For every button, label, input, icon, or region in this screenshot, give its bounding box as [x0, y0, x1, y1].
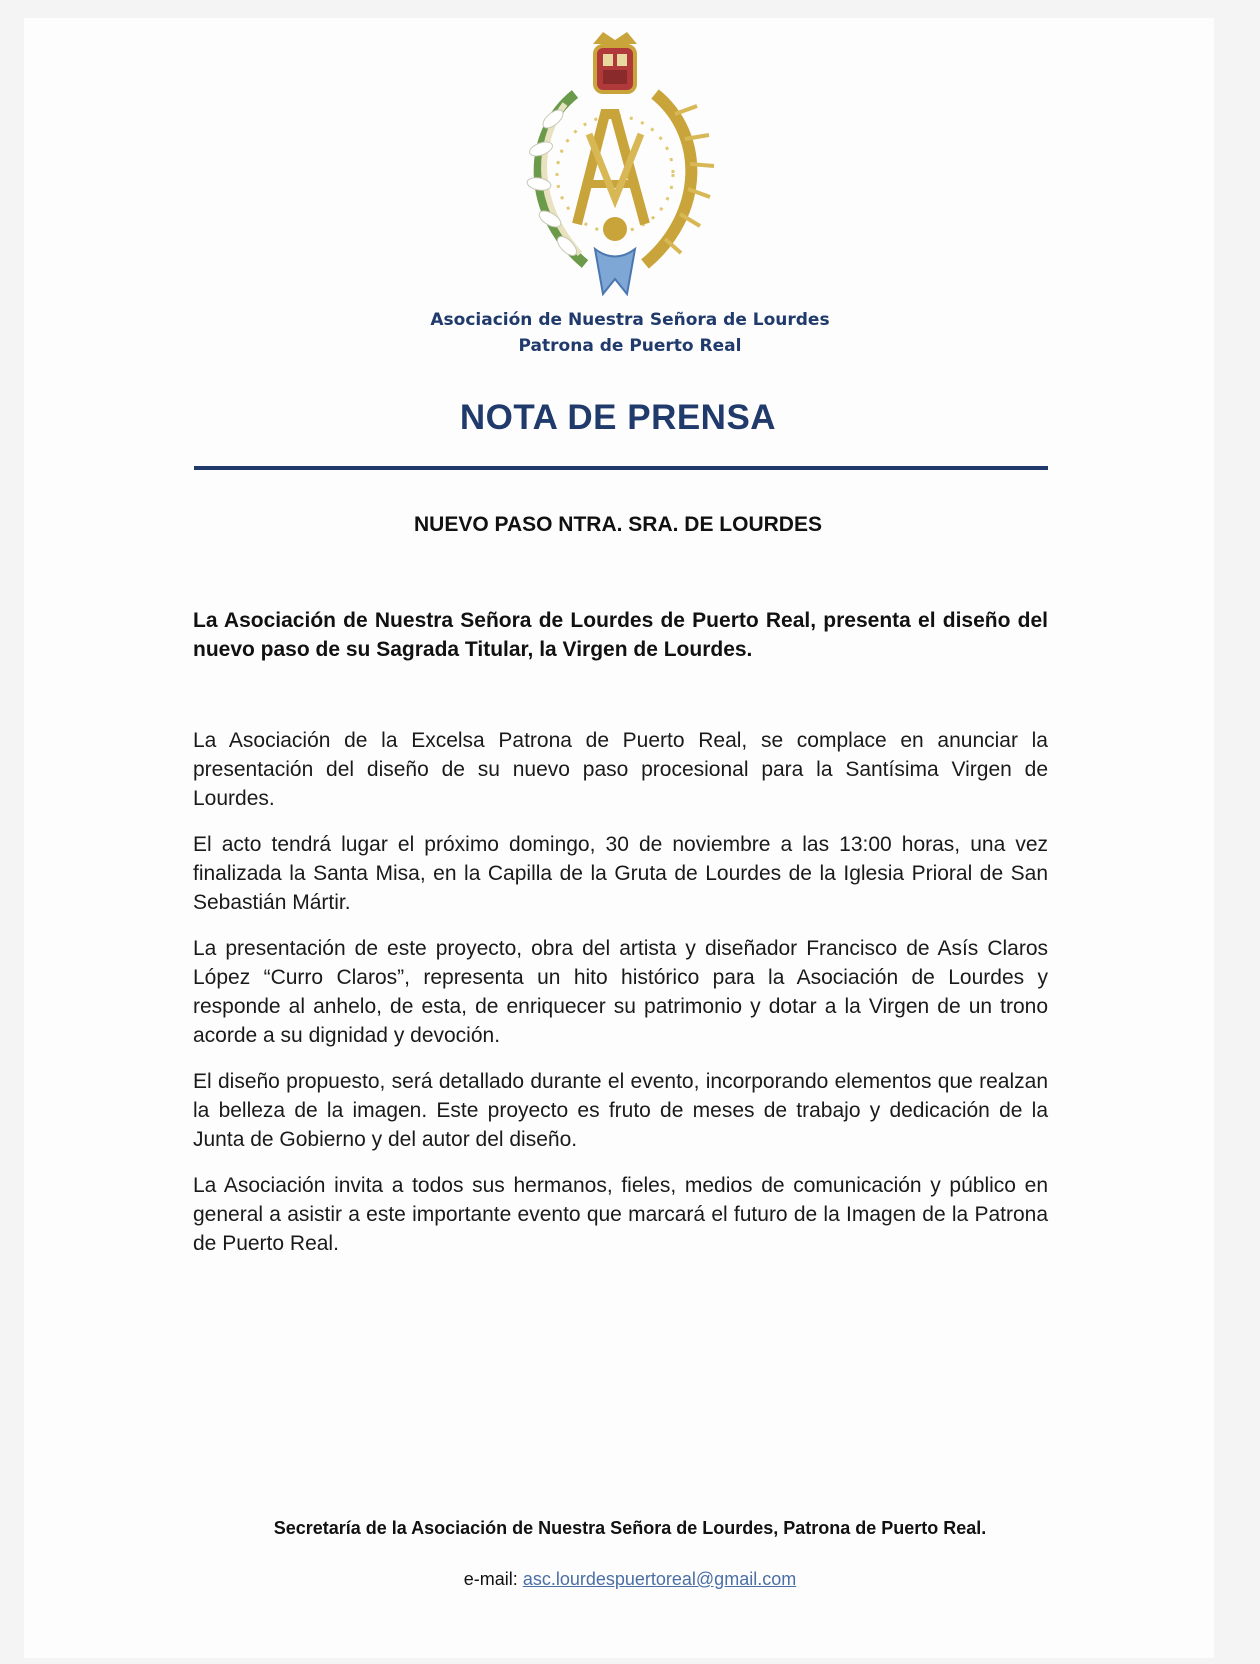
- page-title: NOTA DE PRENSA: [459, 398, 777, 437]
- headline: NUEVO PASO NTRA. SRA. DE LOURDES: [414, 513, 822, 536]
- footer-signature: Secretaría de la Asociación de Nuestra Señora de Lourdes, Patrona de Puerto Real.: [273, 1518, 987, 1538]
- organization-name: Asociación de Nuestra Señora de Lourdes: [430, 310, 830, 330]
- body-paragraph: El acto tendrá lugar el próximo domingo, 30 de noviembre a las 13:00 horas, una vez finalizada la Santa Misa, en la Capilla de la Gruta de Lourdes de la Iglesia Prioral de San Sebastián Mártir.: [193, 833, 1048, 914]
- lead-paragraph: La Asociación de Nuestra Señora de Lourdes de Puerto Real, presenta el diseño del nuevo paso de su Sagrada Titular, la Virgen de Lourdes.: [193, 609, 1048, 661]
- footer-email-line: [0, 1569, 1260, 1590]
- body-paragraph: La presentación de este proyecto, obra del artista y diseñador Francisco de Asís Claros López “Curro Claros”, representa un hito histórico para la Asociación de Lourdes y responde al anhelo, de esta, de enriquecer su patrimonio y dotar a la Virgen de un trono acorde a su dignidad y devoción.: [193, 937, 1048, 1047]
- email-link[interactable]: asc.lourdespuertoreal@gmail.com: [522, 1569, 797, 1589]
- marian-monogram-crest-icon: [505, 24, 725, 304]
- title-divider: [194, 466, 1048, 470]
- body-paragraph: El diseño propuesto, será detallado durante el evento, incorporando elementos que realzan la belleza de la imagen. Este proyecto es fruto de meses de trabajo y dedicación de la Junta de Gobierno y del autor del diseño.: [193, 1070, 1048, 1151]
- body-paragraph: La Asociación invita a todos sus hermanos, fieles, medios de comunicación y público en general a asistir a este importante evento que marcará el futuro de la Imagen de la Patrona de Puerto Real.: [193, 1174, 1048, 1255]
- organization-subtitle: Patrona de Puerto Real: [518, 336, 742, 356]
- body-paragraph: La Asociación de la Excelsa Patrona de Puerto Real, se complace en anunciar la presentación del diseño de su nuevo paso procesional para la Santísima Virgen de Lourdes.: [193, 729, 1048, 810]
- email-label: e-mail:: [463, 1569, 518, 1589]
